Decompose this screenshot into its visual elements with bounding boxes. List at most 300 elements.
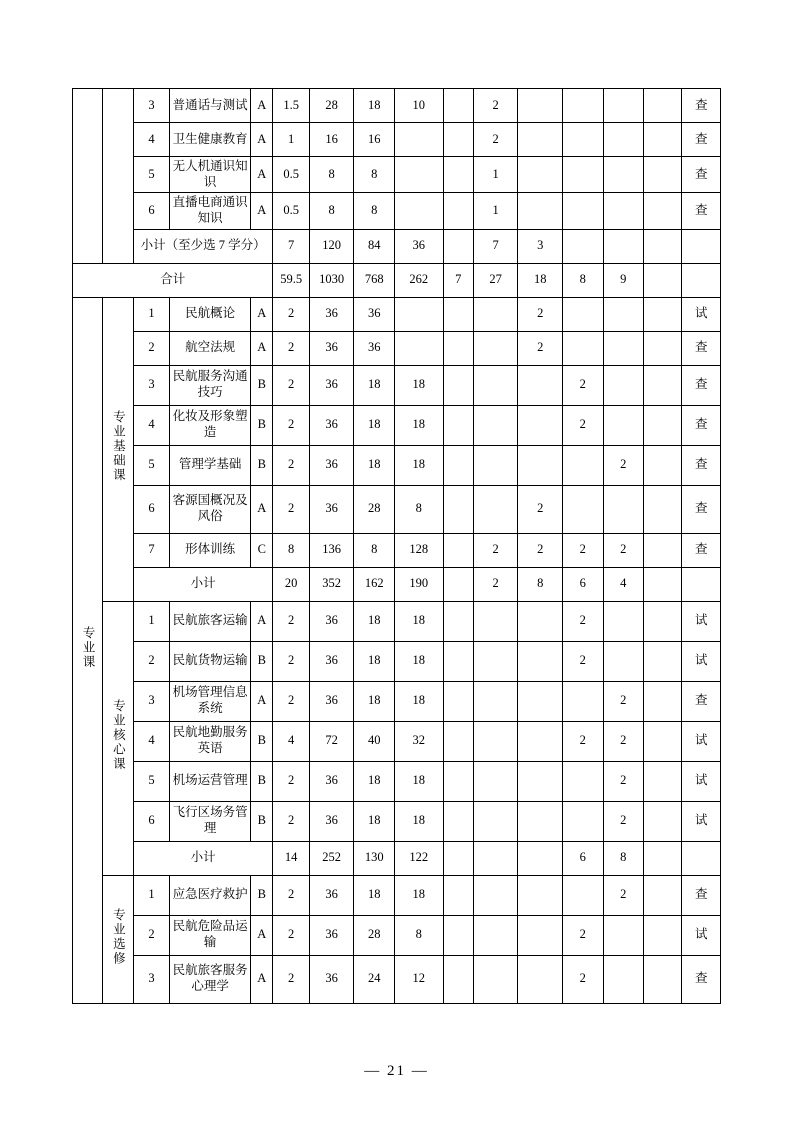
cell-exam-type: 试: [682, 641, 721, 681]
cell-sem-2: 1: [473, 193, 518, 229]
cell-credit: 2: [273, 445, 309, 485]
cell-sem-6: [644, 193, 682, 229]
cell-sem-3: [518, 761, 563, 801]
cell-practice-hours: 8: [394, 915, 443, 955]
cell-theory-hours: 36: [354, 297, 395, 331]
cell-sem-5: [603, 365, 644, 405]
cell-total-hours: 252: [309, 841, 354, 875]
table-row: [73, 533, 721, 567]
cell-sem-3: [518, 721, 563, 761]
cell-type: B: [251, 365, 273, 405]
cell-sem-1: [443, 193, 473, 229]
cell-subtotal-label: 小计: [133, 841, 273, 875]
cell-sem-6: [644, 405, 682, 445]
cell-total-label: 合计: [73, 263, 273, 297]
curriculum-table: [72, 88, 721, 1004]
cell-course-name: 民航旅客运输: [170, 601, 251, 641]
cell-sem-4: [563, 875, 604, 915]
cell-sem-6: [644, 567, 682, 601]
cell-practice-hours: 190: [394, 567, 443, 601]
cell-sem-6: [644, 721, 682, 761]
cell-credit: 2: [273, 761, 309, 801]
cell-sem-3: 2: [518, 533, 563, 567]
cell-sem-6: [644, 263, 682, 297]
cell-subcategory-elective: [103, 875, 133, 1003]
cell-sem-1: [443, 641, 473, 681]
cell-course-name: 管理学基础: [170, 445, 251, 485]
cell-no: 1: [133, 875, 169, 915]
cell-sem-6: [644, 915, 682, 955]
cell-sem-6: [644, 89, 682, 123]
cell-sem-5: [603, 955, 644, 1003]
table-row: [73, 123, 721, 157]
cell-sem-5: [603, 123, 644, 157]
table-row: [73, 801, 721, 841]
cell-sem-1: [443, 157, 473, 193]
cell-sem-1: [443, 485, 473, 533]
cell-credit: 0.5: [273, 157, 309, 193]
cell-credit: 20: [273, 567, 309, 601]
cell-theory-hours: 18: [354, 761, 395, 801]
cell-sem-3: [518, 641, 563, 681]
table-row: [73, 955, 721, 1003]
cell-sem-4: 2: [563, 405, 604, 445]
cell-practice-hours: 128: [394, 533, 443, 567]
cell-sem-5: 2: [603, 761, 644, 801]
cell-course-name: 航空法规: [170, 331, 251, 365]
cell-no: 5: [133, 761, 169, 801]
cell-type: A: [251, 955, 273, 1003]
cell-course-name: 民航服务沟通技巧: [170, 365, 251, 405]
cell-sem-6: [644, 681, 682, 721]
cell-exam-type: 查: [682, 955, 721, 1003]
cell-exam-type: 查: [682, 875, 721, 915]
cell-exam-type: 查: [682, 445, 721, 485]
cell-total-hours: 36: [309, 405, 354, 445]
cell-sem-3: [518, 365, 563, 405]
cell-no: 5: [133, 445, 169, 485]
cell-no: 2: [133, 641, 169, 681]
cell-theory-hours: 84: [354, 229, 395, 263]
cell-sem-1: [443, 955, 473, 1003]
cell-exam-type: 查: [682, 193, 721, 229]
cell-sem-2: [473, 915, 518, 955]
cell-practice-hours: 18: [394, 445, 443, 485]
cell-practice-hours: 262: [394, 263, 443, 297]
cell-sem-4: 2: [563, 533, 604, 567]
cell-course-name: 民航危险品运输: [170, 915, 251, 955]
cell-practice-hours: [394, 193, 443, 229]
cell-sem-1: [443, 405, 473, 445]
cell-sem-6: [644, 123, 682, 157]
table-row-subtotal: [73, 567, 721, 601]
table-row: [73, 365, 721, 405]
cell-type: A: [251, 601, 273, 641]
cell-theory-hours: 18: [354, 89, 395, 123]
cell-theory-hours: 18: [354, 875, 395, 915]
cell-sem-3: 2: [518, 297, 563, 331]
cell-practice-hours: 18: [394, 601, 443, 641]
table-row: [73, 331, 721, 365]
cell-category-major: [73, 297, 103, 1003]
cell-no: 6: [133, 193, 169, 229]
cell-credit: 4: [273, 721, 309, 761]
cell-total-hours: 36: [309, 875, 354, 915]
cell-sem-2: [473, 955, 518, 1003]
cell-practice-hours: [394, 331, 443, 365]
cell-sem-1: [443, 721, 473, 761]
cell-sem-4: 8: [563, 263, 604, 297]
cell-credit: 2: [273, 365, 309, 405]
cell-exam-type: 试: [682, 915, 721, 955]
cell-total-hours: 120: [309, 229, 354, 263]
cell-theory-hours: 18: [354, 601, 395, 641]
cell-sem-2: 27: [473, 263, 518, 297]
cell-theory-hours: 18: [354, 445, 395, 485]
table-row-total: [73, 263, 721, 297]
cell-sem-4: 2: [563, 721, 604, 761]
cell-sem-6: [644, 801, 682, 841]
cell-theory-hours: 18: [354, 641, 395, 681]
cell-sem-4: [563, 681, 604, 721]
table-row-subtotal: [73, 229, 721, 263]
cell-sem-4: [563, 445, 604, 485]
cell-course-name: 机场运营管理: [170, 761, 251, 801]
cell-subcategory: [103, 89, 133, 264]
cell-no: 5: [133, 157, 169, 193]
cell-total-hours: 36: [309, 331, 354, 365]
cell-type: A: [251, 123, 273, 157]
category-label-major: 专业课: [80, 625, 95, 670]
cell-sem-6: [644, 641, 682, 681]
cell-exam-type: 试: [682, 801, 721, 841]
cell-sem-2: 2: [473, 567, 518, 601]
cell-sem-5: [603, 601, 644, 641]
cell-sem-1: [443, 89, 473, 123]
cell-sem-2: [473, 761, 518, 801]
table-row-subtotal: [73, 841, 721, 875]
cell-sem-3: [518, 405, 563, 445]
cell-sem-2: [473, 365, 518, 405]
cell-sem-1: [443, 445, 473, 485]
cell-theory-hours: 162: [354, 567, 395, 601]
cell-theory-hours: 40: [354, 721, 395, 761]
table-row: [73, 681, 721, 721]
cell-sem-1: [443, 841, 473, 875]
cell-sem-2: [473, 841, 518, 875]
cell-sem-1: [443, 875, 473, 915]
cell-type: B: [251, 445, 273, 485]
cell-total-hours: 352: [309, 567, 354, 601]
cell-total-hours: 36: [309, 955, 354, 1003]
table-row: [73, 445, 721, 485]
subcategory-label-core: 专业核心课: [111, 699, 126, 772]
cell-type: A: [251, 485, 273, 533]
cell-credit: 2: [273, 331, 309, 365]
cell-total-hours: 36: [309, 681, 354, 721]
cell-sem-3: [518, 681, 563, 721]
cell-sem-3: [518, 875, 563, 915]
cell-sem-3: 3: [518, 229, 563, 263]
cell-exam-type: 查: [682, 89, 721, 123]
cell-no: 6: [133, 801, 169, 841]
cell-total-hours: 36: [309, 761, 354, 801]
cell-sem-1: [443, 365, 473, 405]
cell-total-hours: 36: [309, 445, 354, 485]
cell-exam-type: 查: [682, 123, 721, 157]
cell-type: A: [251, 157, 273, 193]
cell-no: 4: [133, 405, 169, 445]
cell-sem-3: [518, 915, 563, 955]
cell-no: 3: [133, 365, 169, 405]
cell-practice-hours: 36: [394, 229, 443, 263]
cell-practice-hours: [394, 123, 443, 157]
cell-total-hours: 36: [309, 641, 354, 681]
cell-credit: 2: [273, 681, 309, 721]
cell-sem-1: [443, 123, 473, 157]
cell-exam-type: 查: [682, 485, 721, 533]
cell-sem-4: 2: [563, 955, 604, 1003]
cell-sem-2: [473, 681, 518, 721]
cell-sem-2: [473, 297, 518, 331]
cell-exam-type: 试: [682, 721, 721, 761]
cell-sem-6: [644, 157, 682, 193]
cell-sem-6: [644, 841, 682, 875]
cell-credit: 14: [273, 841, 309, 875]
cell-credit: 2: [273, 801, 309, 841]
cell-sem-3: [518, 601, 563, 641]
cell-type: A: [251, 331, 273, 365]
cell-sem-5: [603, 331, 644, 365]
table-row: [73, 915, 721, 955]
cell-category: [73, 89, 103, 264]
cell-course-name: 化妆及形象塑造: [170, 405, 251, 445]
cell-total-hours: 136: [309, 533, 354, 567]
cell-total-hours: 1030: [309, 263, 354, 297]
cell-sem-5: [603, 193, 644, 229]
cell-sem-6: [644, 229, 682, 263]
cell-sem-6: [644, 955, 682, 1003]
cell-sem-5: 9: [603, 263, 644, 297]
cell-sem-1: [443, 601, 473, 641]
cell-credit: 2: [273, 641, 309, 681]
cell-theory-hours: 8: [354, 533, 395, 567]
cell-sem-5: 2: [603, 445, 644, 485]
cell-theory-hours: 24: [354, 955, 395, 1003]
cell-no: 6: [133, 485, 169, 533]
cell-exam-type: [682, 229, 721, 263]
cell-sem-4: 6: [563, 841, 604, 875]
cell-sem-5: [603, 89, 644, 123]
cell-credit: 0.5: [273, 193, 309, 229]
cell-no: 7: [133, 533, 169, 567]
cell-sem-3: [518, 955, 563, 1003]
cell-total-hours: 36: [309, 801, 354, 841]
cell-sem-3: 8: [518, 567, 563, 601]
cell-course-name: 无人机通识知识: [170, 157, 251, 193]
cell-credit: 2: [273, 297, 309, 331]
cell-course-name: 卫生健康教育: [170, 123, 251, 157]
table-row: [73, 405, 721, 445]
cell-sem-2: 2: [473, 89, 518, 123]
cell-course-name: 民航货物运输: [170, 641, 251, 681]
cell-theory-hours: 18: [354, 405, 395, 445]
cell-practice-hours: 18: [394, 801, 443, 841]
cell-exam-type: 查: [682, 365, 721, 405]
cell-credit: 7: [273, 229, 309, 263]
cell-practice-hours: 122: [394, 841, 443, 875]
cell-practice-hours: 32: [394, 721, 443, 761]
cell-type: B: [251, 641, 273, 681]
table-row: [73, 761, 721, 801]
cell-total-hours: 36: [309, 601, 354, 641]
cell-practice-hours: 18: [394, 365, 443, 405]
cell-no: 2: [133, 331, 169, 365]
cell-sem-2: 2: [473, 533, 518, 567]
cell-sem-5: [603, 157, 644, 193]
cell-exam-type: 试: [682, 297, 721, 331]
cell-total-hours: 16: [309, 123, 354, 157]
cell-type: A: [251, 915, 273, 955]
cell-no: 1: [133, 297, 169, 331]
cell-sem-2: [473, 801, 518, 841]
cell-exam-type: 查: [682, 157, 721, 193]
cell-sem-2: 7: [473, 229, 518, 263]
cell-sem-4: 2: [563, 601, 604, 641]
cell-sem-3: 2: [518, 331, 563, 365]
cell-practice-hours: 12: [394, 955, 443, 1003]
cell-type: B: [251, 405, 273, 445]
cell-theory-hours: 18: [354, 801, 395, 841]
cell-credit: 2: [273, 405, 309, 445]
cell-credit: 2: [273, 955, 309, 1003]
cell-exam-type: 试: [682, 601, 721, 641]
cell-sem-1: [443, 761, 473, 801]
cell-course-name: 应急医疗救护: [170, 875, 251, 915]
cell-sem-5: [603, 405, 644, 445]
cell-no: 3: [133, 89, 169, 123]
table-row: [73, 157, 721, 193]
table-row: [73, 297, 721, 331]
cell-course-name: 直播电商通识知识: [170, 193, 251, 229]
cell-sem-6: [644, 875, 682, 915]
cell-theory-hours: 18: [354, 681, 395, 721]
cell-sem-5: 2: [603, 801, 644, 841]
cell-type: A: [251, 193, 273, 229]
cell-exam-type: 试: [682, 761, 721, 801]
cell-sem-3: [518, 123, 563, 157]
cell-sem-6: [644, 365, 682, 405]
cell-total-hours: 36: [309, 485, 354, 533]
cell-sem-4: [563, 193, 604, 229]
cell-exam-type: 查: [682, 533, 721, 567]
cell-practice-hours: 8: [394, 485, 443, 533]
cell-sem-4: [563, 229, 604, 263]
cell-sem-3: [518, 89, 563, 123]
cell-sem-5: [603, 915, 644, 955]
cell-theory-hours: 130: [354, 841, 395, 875]
cell-sem-3: [518, 193, 563, 229]
cell-sem-2: [473, 601, 518, 641]
table-row: [73, 601, 721, 641]
cell-sem-4: [563, 89, 604, 123]
cell-total-hours: 28: [309, 89, 354, 123]
cell-sem-6: [644, 297, 682, 331]
cell-sem-5: [603, 229, 644, 263]
cell-type: B: [251, 875, 273, 915]
cell-sem-1: [443, 533, 473, 567]
cell-exam-type: 查: [682, 331, 721, 365]
cell-credit: 1: [273, 123, 309, 157]
cell-theory-hours: 8: [354, 193, 395, 229]
cell-theory-hours: 28: [354, 915, 395, 955]
cell-type: B: [251, 801, 273, 841]
cell-sem-2: 1: [473, 157, 518, 193]
cell-sem-5: 2: [603, 681, 644, 721]
cell-exam-type: 查: [682, 405, 721, 445]
cell-sem-5: 2: [603, 533, 644, 567]
cell-course-name: 机场管理信息系统: [170, 681, 251, 721]
cell-sem-6: [644, 485, 682, 533]
cell-sem-3: 18: [518, 263, 563, 297]
cell-theory-hours: 18: [354, 365, 395, 405]
cell-theory-hours: 36: [354, 331, 395, 365]
cell-credit: 1.5: [273, 89, 309, 123]
cell-course-name: 民航地勤服务英语: [170, 721, 251, 761]
cell-sem-5: [603, 641, 644, 681]
cell-sem-3: [518, 445, 563, 485]
cell-sem-4: [563, 331, 604, 365]
cell-no: 3: [133, 681, 169, 721]
cell-sem-1: [443, 567, 473, 601]
cell-sem-4: 2: [563, 915, 604, 955]
cell-sem-4: [563, 801, 604, 841]
cell-total-hours: 36: [309, 365, 354, 405]
cell-practice-hours: [394, 297, 443, 331]
cell-sem-1: [443, 801, 473, 841]
cell-sem-6: [644, 445, 682, 485]
cell-total-hours: 36: [309, 297, 354, 331]
cell-credit: 59.5: [273, 263, 309, 297]
cell-sem-2: [473, 331, 518, 365]
page-number: — 21 —: [364, 1063, 429, 1079]
cell-total-hours: 72: [309, 721, 354, 761]
cell-type: A: [251, 297, 273, 331]
cell-no: 4: [133, 123, 169, 157]
cell-theory-hours: 16: [354, 123, 395, 157]
cell-sem-4: [563, 297, 604, 331]
cell-credit: 2: [273, 485, 309, 533]
table-row: [73, 721, 721, 761]
cell-sem-3: [518, 157, 563, 193]
cell-no: 4: [133, 721, 169, 761]
cell-credit: 2: [273, 601, 309, 641]
cell-no: 3: [133, 955, 169, 1003]
cell-type: A: [251, 89, 273, 123]
cell-practice-hours: 18: [394, 875, 443, 915]
cell-theory-hours: 768: [354, 263, 395, 297]
cell-sem-1: [443, 681, 473, 721]
table-row: [73, 641, 721, 681]
cell-sem-6: [644, 331, 682, 365]
cell-sem-2: [473, 485, 518, 533]
cell-sem-2: [473, 445, 518, 485]
subcategory-label-elective: 专业选修: [111, 907, 126, 966]
cell-credit: 2: [273, 915, 309, 955]
cell-sem-4: 6: [563, 567, 604, 601]
cell-no: 1: [133, 601, 169, 641]
cell-sem-4: 2: [563, 641, 604, 681]
